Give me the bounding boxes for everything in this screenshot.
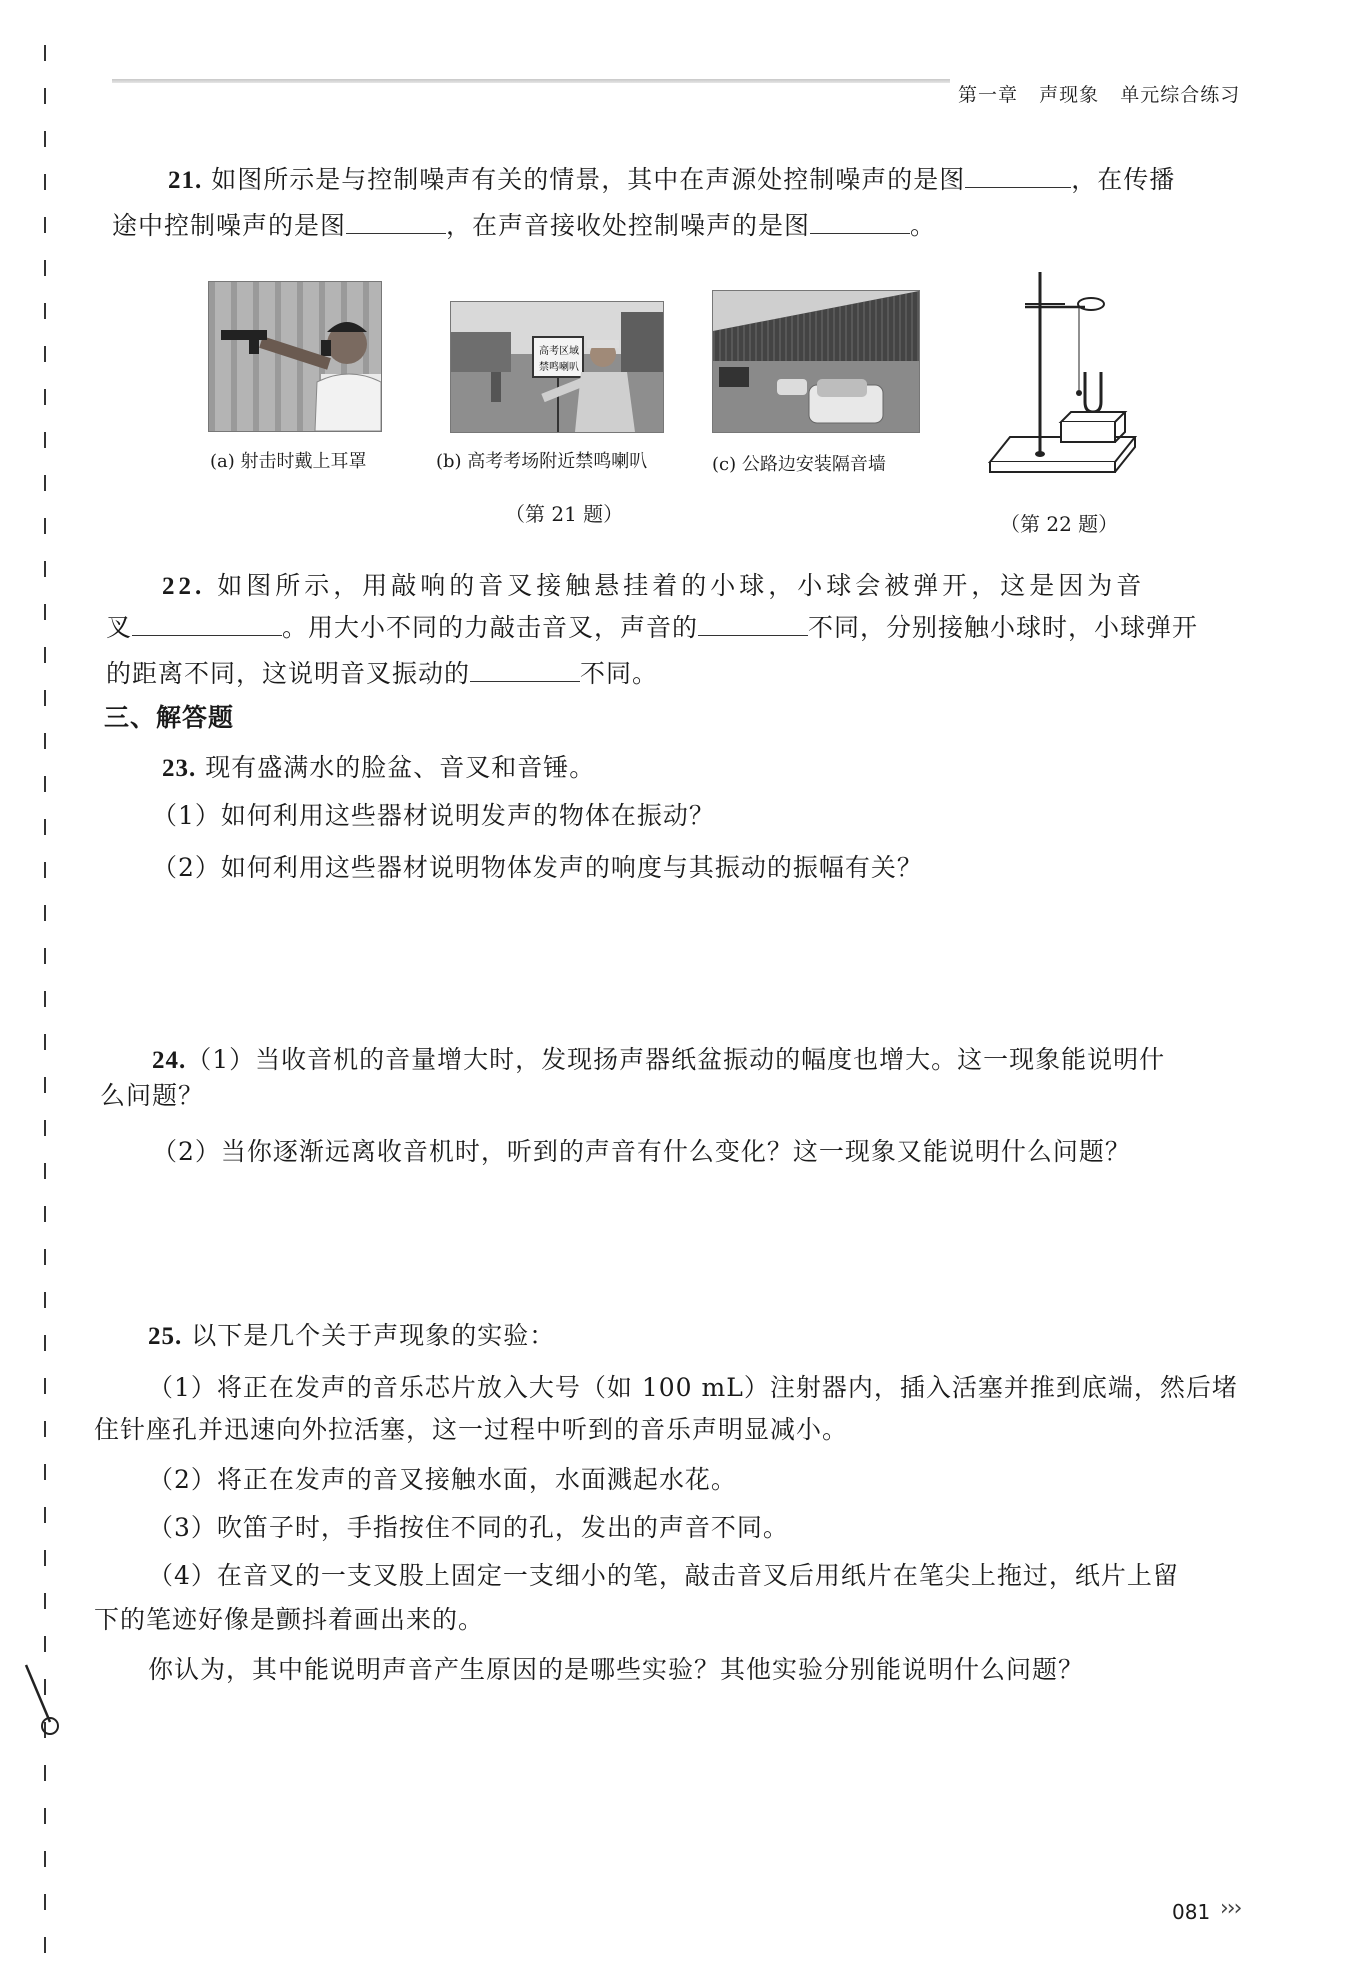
q24-number: 24. (152, 1047, 187, 1074)
running-header (958, 80, 1240, 107)
q21-text-2: ，在传播 (1071, 165, 1176, 194)
caption-a: (a) 射击时戴上耳罩 (210, 451, 367, 472)
q21-line2 (112, 206, 936, 242)
q22-blank-3[interactable] (470, 659, 580, 682)
chapter-topic: 声现象 (1039, 84, 1100, 106)
q21-number: 21. (168, 167, 203, 194)
q24-part2: （2）当你逐渐远离收音机时，听到的声音有什么变化？这一现象又能说明什么问题？ (152, 1137, 1131, 1166)
chapter-label: 第一章 (958, 84, 1019, 106)
q22-text-6: 不同。 (580, 659, 659, 688)
section-title: 三、解答题 (104, 703, 235, 732)
q22-blank-2[interactable] (698, 613, 808, 636)
q22-text-3: 。用大小不同的力敲击音叉，声音的 (282, 613, 699, 642)
photo-sound-barrier (712, 290, 920, 433)
header-rule (112, 79, 950, 83)
pen-mark (16, 1660, 76, 1740)
q22-text-4: 不同，分别接触小球时，小球弹开 (808, 613, 1199, 642)
q25-intro: 以下是几个关于声现象的实验： (191, 1321, 556, 1350)
q25-part2: （2）将正在发声的音叉接触水面，水面溅起水花。 (148, 1465, 737, 1494)
q22-figure-label: （第 22 题） (1000, 512, 1119, 536)
q21-line1 (168, 160, 1175, 196)
q21-blank-2[interactable] (346, 211, 446, 234)
q24-line2: 么问题？ (100, 1081, 205, 1110)
photo-shooting (208, 281, 382, 432)
sign-text-2: 禁鸣喇叭 (539, 362, 579, 373)
q22-line3 (106, 654, 658, 690)
q25-part4-line2: 下的笔迹好像是颤抖着画出来的。 (94, 1605, 485, 1634)
q22-blank-1[interactable] (132, 613, 282, 636)
page-number: 081 (1172, 1900, 1211, 1924)
caption-c: (c) 公路边安装隔音墙 (712, 454, 886, 475)
q22-number: 22. (162, 573, 206, 600)
tuning-fork-figure (985, 262, 1145, 492)
q25-part3: （3）吹笛子时，手指按住不同的孔，发出的声音不同。 (148, 1513, 789, 1542)
next-arrows-icon: ››› (1220, 1896, 1241, 1921)
q22-text-5: 的距离不同，这说明音叉振动的 (106, 659, 471, 688)
q23-intro-line (162, 748, 595, 784)
q24-line1 (152, 1040, 1165, 1076)
q23-part1: （1）如何利用这些器材说明发声的物体在振动？ (152, 801, 715, 830)
q22-text-2: 叉 (106, 613, 133, 642)
q22-text-1: 如图所示，用敲响的音叉接触悬挂着的小球，小球会被弹开，这是因为音 (217, 571, 1146, 600)
q25-part1-line1: （1）将正在发声的音乐芯片放入大号（如 100 mL）注射器内，插入活塞并推到底端，然后堵 (148, 1373, 1238, 1402)
q21-text-3: 途中控制噪声的是图 (112, 211, 347, 240)
q21-blank-1[interactable] (965, 165, 1071, 188)
q21-text-1: 如图所示是与控制噪声有关的情景，其中在声源处控制噪声的是图 (211, 165, 966, 194)
caption-b: (b) 高考考场附近禁鸣喇叭 (436, 451, 648, 472)
q22-line2 (106, 608, 1198, 644)
q25-question: 你认为，其中能说明声音产生原因的是哪些实验？其他实验分别能说明什么问题？ (148, 1655, 1085, 1684)
q23-number: 23. (162, 755, 197, 782)
q24-text-1: （1）当收音机的音量增大时，发现扬声器纸盆振动的幅度也增大。这一现象能说明什 (186, 1045, 1166, 1074)
sign-text-1: 高考区域 (539, 346, 579, 357)
q25-part1-line2: 住针座孔并迅速向外拉活塞，这一过程中听到的音乐声明显减小。 (94, 1415, 849, 1444)
q21-text-5: 。 (910, 211, 937, 240)
section-label: 单元综合练习 (1120, 84, 1241, 106)
q23-part2: （2）如何利用这些器材说明物体发声的响度与其振动的振幅有关？ (152, 853, 923, 882)
photo-no-honking (450, 301, 664, 433)
q25-number: 25. (148, 1323, 183, 1350)
q22-line1 (162, 566, 1145, 602)
q25-part4-line1: （4）在音叉的一支叉股上固定一支细小的笔，敲击音叉后用纸片在笔尖上拖过，纸片上留 (148, 1561, 1179, 1590)
q23-intro: 现有盛满水的脸盆、音叉和音锤。 (205, 753, 596, 782)
q21-blank-3[interactable] (810, 211, 910, 234)
q21-text-4: ，在声音接收处控制噪声的是图 (446, 211, 811, 240)
q25-intro-line (148, 1316, 555, 1352)
q21-figure-label: （第 21 题） (505, 502, 624, 526)
